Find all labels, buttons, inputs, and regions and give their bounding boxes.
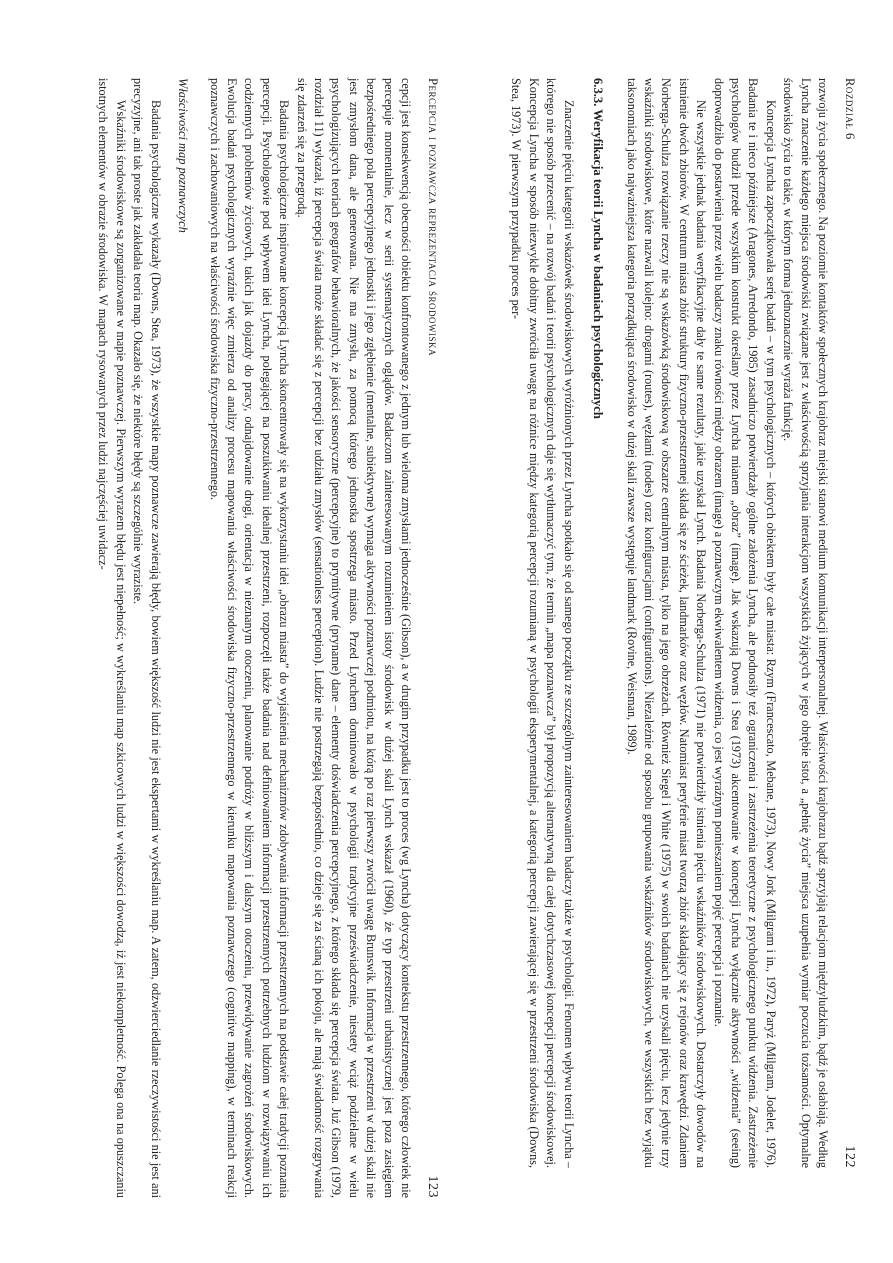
paragraph: rozwoju życia społecznego. Na poziomie kontaktów społecznych krajobraz miejski stanowi medium komunikacji interpersonalnej. Właściwości krajobrazu bądź sprzyjają relacjom międzyludzkim, bądź je osłabiają. Według Lyncha znaczenie każdego miejsca środowiski związane jest z właściwością sprzyjania interakcjom wszystkich żyjących w jego obrębie istot, a „pełnię życia” miejsca uzupełnia wymiar poczucia tożsamości. Optymalne środowisko życia to takie, w którym forma jednoznacznie wyraża funkcję.	[781, 78, 830, 1168]
page-header	[424, 78, 440, 1198]
paragraph: Koncepcja Lyncha zapoczątkowała serię badań – w tym psychologicznych – których obiektem były całe miasta: Rzym (Francescato, Mebane, 1973), Nowy Jork (Milgram i in., 1972), Paryż (Milgram, Jodelet, 1976). Badania te i nieco późniejsze (Aragones, Arredondo, 1985) zasadniczo potwierdzały ogólne założenia Lyncha, ale podnosiły też ograniczenia i zastrzeżenia teoretyczne z psychologicznego punktu widzenia. Zastrzeżenie psychologów budził przede wszystkim konstrukt określany przez Lyncha mianem „obraz” (image). Jak wskazują Downs i Stea (1973) akcentowanie w koncepcji Lyncha wyłącznie aktywności „widzenia” (seeing) doprowadziło do postawienia przez wielu badaczy znaku równości między obrazem (image) a poznawczym ekwiwalentem widzenia, co jest wyraźnym pomieszaniem pojęć percepcja i poznanie.	[711, 78, 778, 1168]
page-header	[841, 78, 857, 1168]
body-text	[507, 78, 831, 1168]
paragraph: cepcji jest konsekwencją obecności obiektu konfrontowanego z jednym lub wieloma zmysłami jednocześnie (Gibson), a w drugim przypadku jest to proces (wg Lyncha) dotyczący kontekstu przestrzennego, którego człowiek nie percepuje momentalnie, lecz w serii systematycznych oglądów. Badaczom zainteresowanym rozumieniem istoty środowisk w dużej skali Lynch wskazał (1960), że typ przestrzeni urbanistycznej jest poza zasięgiem bezpośredniego pola percepcyjnego jednostki i jego zgłębienie (mentalne, subiektywne) wymaga aktywności poznawczej podmiotu, na którą po raz pierwszy zwrócił uwagę Brunswik. Informacja w przestrzeni w dużej skali nie jest zmysłom dana, ale generowana. Nie ma zmysłu, za pomocą którego jednostka spostrzega miasto. Przed Lynchem dominowało w psychologii tradycyjne przeświadczenie, niestety wciąż podzielane w wielu psychologizujących teoriach geografów behawioralnych, że jakości sensoryczne (percepcyjne) to prymitywne (pryname) dane – elementy doświadczenia percepcyjnego, z którego składa się percepcja świata. Już Gibson (1979, rozdział 11) wykazał, iż percepcja świata może składać się z percepcji bez udziału zmysłów (sensationless perception). Ludzie nie postrzegają bezpośrednio, co dzieje się za ścianą ich pokoju, ale mają świadomość rozgrywania się zdarzeń się za przegrodą.	[294, 78, 413, 1198]
body-text	[94, 78, 414, 1198]
subheading: Właściwości map poznawczych	[176, 78, 191, 233]
paragraph: Nie wszystkie jednak badania weryfikacyjne dały te same rezultaty, jakie uzyskał Lynch. Badania Norberga-Schulza (1971) nie potwierdziły istnienia pięciu wskaźników środowiskowych. Dostarczyły dowodów na istnienie dwóch zbiorów. W centrum miasta zbiór struktury fizyczno-przestrzennej składa się ze ścieżek, landmarków oraz węzłów. Natomiast peryferie miast tworzą zbiór składający się z rejonów oraz krawędzi. Zdaniem Norberga-Schulza rozwiązanie rzeczy nie są wskazówką środowiskową w obszarze centralnym miasta, tylko na jego obrzeżach. Również Siegel i White (1975) w swoich badaniach nie uzyskali pięciu, lecz jedynie trzy wskaźniki środowiskowe, które nazwali kolejno: drogami (routes), węzłami (nodes) oraz konfiguracjami (configurations). Niezależnie od sposobu grupowania wskaźników środowiskowych, we wszystkich bez wyjątku taksonomiach jako najważniejsza kategoria porządkująca środowisko w dużej skali zawsze występuje landmark (Rovine, Weisman, 1989).	[624, 78, 709, 1168]
paragraph: Badania psychologiczne wykazały (Downs, Stea, 1973), że wszystkie mapy poznawcze zawierają błędy, bowiem większość ludzi nie jest ekspertami w wykreślaniu map. A zatem, odzwierciedlanie rzeczywistości nie jest ani precyzyjne, ani tak proste jak zakładała teoria map. Okazało się, że niektóre błędy są szczególnie wyraziste.	[131, 78, 163, 1198]
paragraph: Znaczenie pięciu kategorii wskazówek środowiskowych wyróżnionych przez Lyncha spotkało się od samego początku ze szczególnym zainteresowaniem badaczy także w psychologii. Fenomen wpływu teorii Lyncha – którego nie sposób przecenić – na rozwój badań i teorii psychologicznych daje się wytłumaczyć tym, że termin „mapa poznawcza” był propozycją alternatywną dla całej dotychczasowej koncepcji percepcji środowiskowej. Koncepcja Lyncha w sposób niezwykle dobitny zwróciła uwagę na różnice między kategorią percepcji rozumianą w psychologii eksperymentalnej, a kategorią percepcji zawierającej się w przestrzeni środowiska (Downs, Stea, 1973). W pierwszym przypadku proces per-	[509, 78, 576, 1168]
running-head: Percepcja i poznawcza reprezentacja środowiska	[426, 78, 440, 357]
paragraph: Wskaźniki środowiskowe są zorganizowane w mapie poznawczej. Pierwszym wyrazem błędu jest niepełność; w wykreślaniu map szkicowych ludzi w większości dowodzą, iż jest niekompletność. Polega ona na opuszczaniu istotnych elementów w obrazie środowiska. W mapach rysowanych przez ludzi najczęściej uwidacz-	[96, 78, 128, 1198]
page-122	[477, 78, 857, 1168]
running-head: Rozdział 6	[843, 78, 857, 140]
page-123	[20, 78, 440, 1198]
page-number: 123	[425, 1175, 440, 1198]
paragraph: Badania psychologiczne inspirowane koncepcją Lyncha skoncentrowały się na wykorzystaniu idei „obrazu miasta” do wyjaśnienia mechanizmów zdobywania informacji przestrzennych na podstawie całej tradycji poznania percepcji. Psychologowie pod wpływem idei Lyncha, polegającej na poszukiwaniu idealnej przestrzeni, rozpoczęli także badania nad definiowaniem informacji przestrzennych potrzebnych ludziom w rozwiązywaniu ich codziennych problemów życiowych, takich jak dojazdy do pracy, odnajdowanie drogi, orientacja w nieznanym otoczeniu, planowanie podróży w bliższym i dalszym otoczeniu, przewidywanie zagrożeń środowiskowych. Ewolucja badań psychologicznych wyraźnie więc zmierza od analizy procesu mapowania właściwości środowiska fizyczno-przestrzennego w kierunku mapowania poznawczego (cognitive mapping), w terminach reakcji poznawczych i zachowaniowych na właściwości środowiska fizyczno-przestrzennego.	[207, 78, 292, 1198]
page-number: 122	[842, 1145, 857, 1168]
section-heading: 6.3.3. Weryfikacja teorii Lyncha w badaniach psychologicznych	[591, 78, 606, 419]
